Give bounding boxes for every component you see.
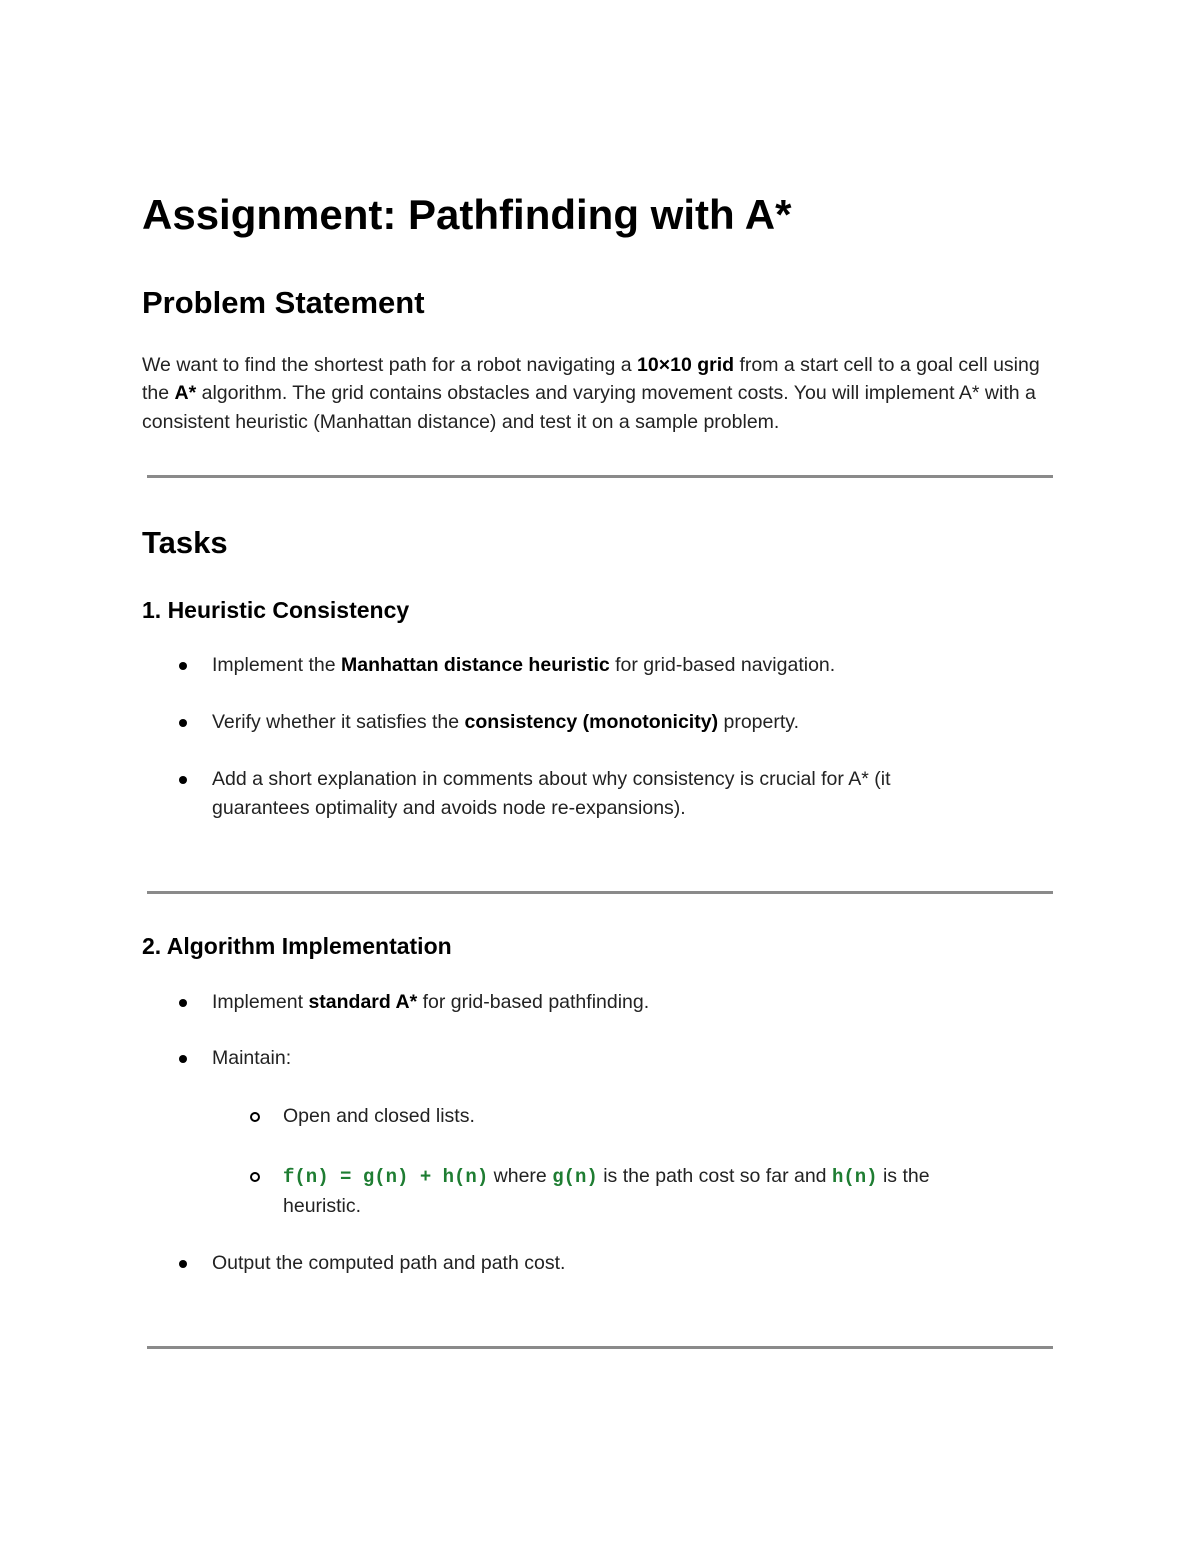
problem-bold-astar: A* xyxy=(174,382,197,405)
item-text: for grid-based navigation. xyxy=(609,654,836,676)
formula-code: f(n) = g(n) + h(n) xyxy=(283,1166,489,1188)
item-text: Implement the xyxy=(212,654,341,676)
section-1-heading: 1. Heuristic Consistency xyxy=(142,597,410,623)
bullet-icon xyxy=(179,999,187,1007)
item-text: Implement xyxy=(212,991,309,1013)
problem-text-1: We want to find the shortest path for a robot navigating a xyxy=(142,354,638,376)
item-bold: Manhattan distance heuristic xyxy=(340,654,610,676)
item-text: Add a short explanation in comments about why consistency is crucial for A* (it guarantees optimality and avoids node re-expansions). xyxy=(212,768,891,819)
hollow-bullet-icon xyxy=(250,1172,260,1182)
item-text: is the path cost so far and xyxy=(597,1165,832,1187)
inline-code-g: g(n) xyxy=(552,1166,598,1188)
list-item-text xyxy=(212,1249,992,1278)
list-item-text xyxy=(212,988,992,1017)
horizontal-rule-1 xyxy=(147,475,1053,478)
sub-list-item-text xyxy=(283,1162,1013,1221)
problem-statement-paragraph xyxy=(142,351,1054,436)
item-bold: standard A* xyxy=(308,991,418,1013)
item-text: Open and closed lists. xyxy=(283,1105,475,1127)
tasks-heading: Tasks xyxy=(142,525,228,560)
horizontal-rule-2 xyxy=(147,891,1053,894)
list-item-text xyxy=(212,1044,992,1073)
bullet-icon xyxy=(179,719,187,727)
inline-code-h: h(n) xyxy=(831,1166,878,1188)
list-item-text xyxy=(212,708,992,737)
problem-text-3: algorithm. The grid contains obstacles and varying movement costs. You will implement A* with a consistent heuristic (Manhattan distance) and test it on a sample problem. xyxy=(142,382,1036,433)
problem-text-2: from a start cell to a goal cell using the xyxy=(142,354,1040,405)
problem-bold-grid: 10×10 grid xyxy=(637,354,735,376)
hollow-bullet-icon xyxy=(250,1112,260,1122)
section-2-heading: 2. Algorithm Implementation xyxy=(142,933,452,959)
horizontal-rule-3 xyxy=(147,1346,1053,1349)
item-text: property. xyxy=(718,711,799,733)
sub-list-item-text xyxy=(283,1102,1013,1131)
item-text: Verify whether it satisfies the xyxy=(212,711,465,733)
item-text: Output the computed path and path cost. xyxy=(212,1252,566,1274)
bullet-icon xyxy=(179,662,187,670)
page-title: Assignment: Pathfinding with A* xyxy=(142,191,792,238)
list-item-text xyxy=(212,651,992,680)
item-text: for grid-based pathfinding. xyxy=(417,991,650,1013)
item-bold: consistency (monotonicity) xyxy=(464,711,719,733)
list-item-text xyxy=(212,765,982,823)
bullet-icon xyxy=(179,1055,187,1063)
bullet-icon xyxy=(179,1260,187,1268)
item-text: is the heuristic. xyxy=(283,1165,930,1217)
bullet-icon xyxy=(179,776,187,784)
item-text: where xyxy=(488,1165,553,1187)
item-text: Maintain: xyxy=(212,1047,292,1069)
problem-statement-heading: Problem Statement xyxy=(142,285,425,320)
